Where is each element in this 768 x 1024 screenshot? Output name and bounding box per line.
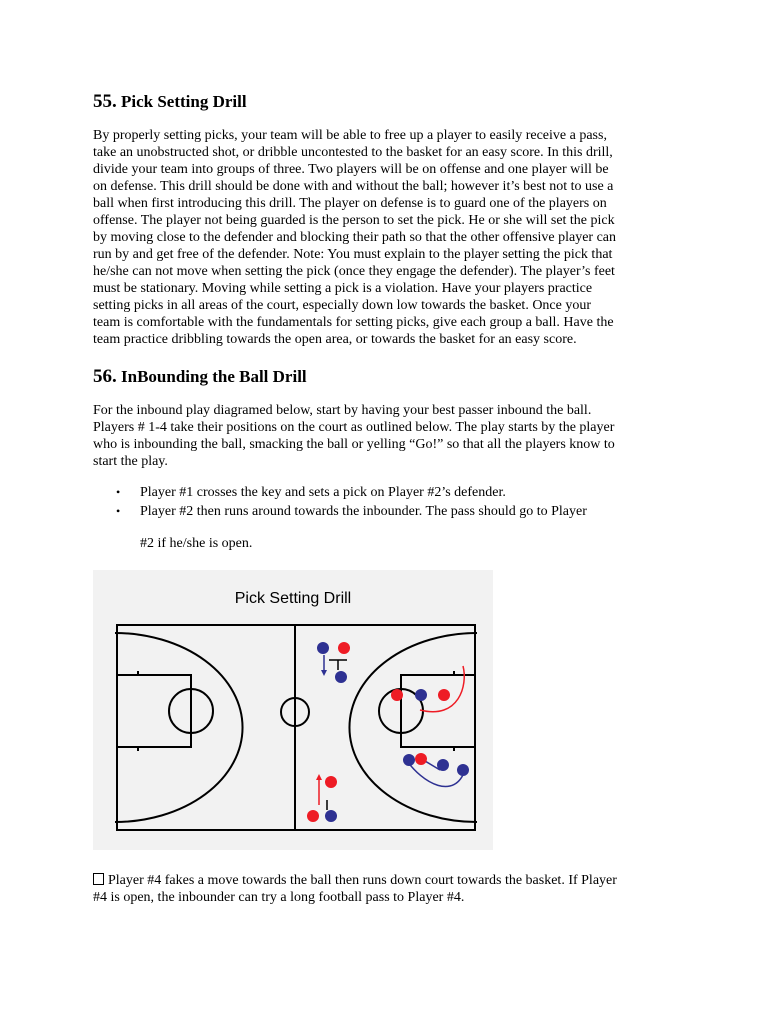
offense-cut-path (420, 666, 464, 712)
section-55-paragraph-line: on defense. This drill should be done with and without the ball; however it’s best not to use a (93, 179, 614, 194)
section-55-heading (93, 91, 247, 113)
section-55-number: 55. (93, 91, 117, 112)
offense-marker (438, 689, 450, 701)
checkbox-icon (93, 873, 104, 885)
diagram-title: Pick Setting Drill (234, 590, 352, 607)
defender-marker (317, 642, 329, 654)
offense-marker (307, 810, 319, 822)
defender-marker (457, 764, 469, 776)
play-steps-list (96, 483, 587, 521)
play-step-continuation: #2 if he/she is open. (140, 536, 253, 551)
section-55-paragraph-line: must be stationary. Moving while setting a pick is a violation. Have your players practice (93, 281, 593, 296)
section-56-paragraph-line: start the play. (93, 454, 168, 469)
section-56-paragraph-line: who is inbounding the ball, smacking the ball or yelling “Go!” so that all the players know to (93, 437, 615, 452)
right-three-point-arc (349, 633, 477, 822)
offense-marker (338, 642, 350, 654)
section-56-paragraph-line: Players # 1-4 take their positions on the court as outlined below. The play starts by the player (93, 420, 615, 435)
offense-marker (325, 776, 337, 788)
section-55-paragraph-line: by moving close to the defender and blocking their path so that the other offensive player can (93, 230, 617, 245)
section-55-paragraph-line: he/she can not move when setting the pick (once they engage the defender). The player’s feet (93, 264, 615, 279)
left-three-point-arc (115, 633, 243, 822)
court-lines (115, 625, 477, 830)
left-key (117, 675, 191, 747)
defender-marker (403, 754, 415, 766)
section-56-heading (93, 366, 307, 388)
section-55-paragraph-line: team practice dribbling towards the open area, or towards the basket for an easy score. (93, 332, 577, 347)
section-56-number: 56. (93, 366, 117, 387)
section-55-paragraph-line: By properly setting picks, your team will be able to free up a player to easily receive a pass, (93, 128, 607, 143)
offense-marker (391, 689, 403, 701)
section-55-paragraph-line: ball when first introducing this drill. The player on defense is to guard one of the players on (93, 196, 607, 211)
note-line-2: #4 is open, the inbounder can try a long football pass to Player #4. (93, 890, 465, 905)
section-56-paragraph (93, 402, 615, 470)
offense-marker (415, 753, 427, 765)
note-text: Player #4 fakes a move towards the ball then runs down court towards the basket. If Player (108, 873, 617, 888)
section-55-paragraph-line: offense. The player not being guarded is the person to set the pick. He or she will set the pick (93, 213, 615, 228)
section-56-paragraph-line: For the inbound play diagramed below, start by having your best passer inbound the ball. (93, 403, 592, 418)
court-svg (93, 570, 493, 850)
section-55-paragraph-line: team is comfortable with the fundamentals for setting picks, give each group a ball. Have the (93, 315, 614, 330)
note-line-1 (93, 872, 683, 889)
play-step: • Player #2 then runs around towards the inbounder. The pass should go to Player (96, 502, 587, 521)
section-55-paragraph-line: divide your team into groups of three. Two players will be on offense and one player will be (93, 162, 609, 177)
arrow-heads (316, 670, 327, 780)
defender-marker (415, 689, 427, 701)
defender-marker (325, 810, 337, 822)
defender-marker (335, 671, 347, 683)
court-diagram (93, 570, 493, 850)
section-55-paragraph-line: take an unobstructed shot, or dribble uncontested to the basket for an easy score. In this drill, (93, 145, 613, 160)
defender-marker (437, 759, 449, 771)
play-step: • Player #1 crosses the key and sets a pick on Player #2’s defender. (96, 483, 587, 502)
section-55-paragraph (93, 127, 616, 348)
section-55-paragraph-line: setting picks in all areas of the court, especially down low towards the basket. Once your (93, 298, 592, 313)
section-55-title: Pick Setting Drill (121, 92, 247, 111)
section-56-title: InBounding the Ball Drill (121, 367, 307, 386)
section-55-paragraph-line: run by and get free of the defender. Note: You must explain to the player setting the pick that (93, 247, 613, 262)
